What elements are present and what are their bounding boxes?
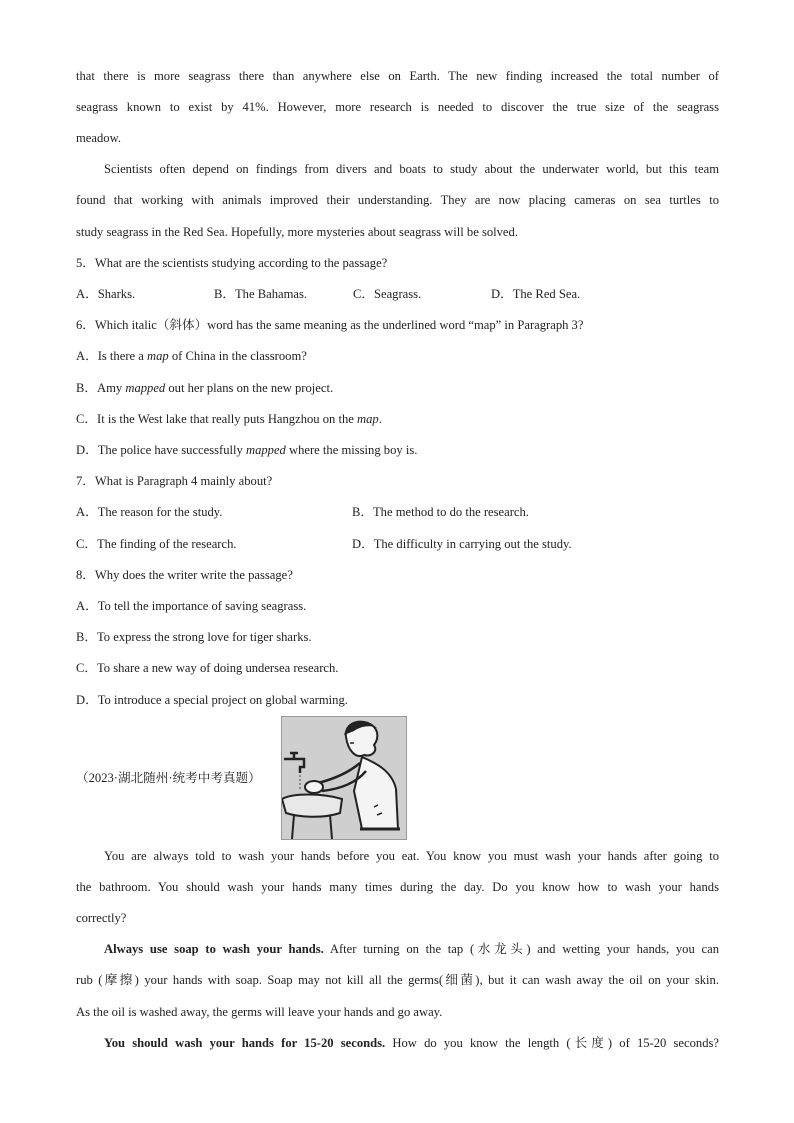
question-6-stem: 6．Which italic（斜体）word has the same meaning as the underlined word “map” in Paragraph 3?	[76, 318, 584, 332]
q6-option-b: B．Amy mapped out her plans on the new project.	[76, 381, 334, 395]
paragraph-line: Scientists often depend on findings from divers and boats to study about the underwater world, but this team	[104, 162, 719, 176]
q8-option-b: B．To express the strong love for tiger sharks.	[76, 630, 312, 644]
paragraph-line: correctly?	[76, 911, 127, 925]
q6-option-d: D．The police have successfully mapped where the missing boy is.	[76, 443, 418, 457]
paragraph-line: seagrass known to exist by 41%. However, more research is needed to discover the true size of the seagrass	[76, 100, 719, 114]
q6-option-a: A．Is there a map of China in the classroom?	[76, 349, 307, 363]
boy-washing-hands-icon	[282, 717, 406, 839]
q5-option-a: A．Sharks.	[76, 287, 136, 301]
paragraph-line: study seagrass in the Red Sea. Hopefully, more mysteries about seagrass will be solved.	[76, 225, 518, 239]
q7-option-d: D．The difficulty in carrying out the study.	[352, 537, 572, 551]
paragraph-line: that there is more seagrass there than anywhere else on Earth. The new finding increased the total number of	[76, 69, 719, 83]
question-7-stem: 7．What is Paragraph 4 mainly about?	[76, 474, 273, 488]
question-5-stem: 5．What are the scientists studying according to the passage?	[76, 256, 388, 270]
q5-option-c: C．Seagrass.	[353, 287, 422, 301]
q7-option-a: A．The reason for the study.	[76, 505, 223, 519]
q8-option-c: C．To share a new way of doing undersea research.	[76, 661, 339, 675]
paragraph-line: As the oil is washed away, the germs will leave your hands and go away.	[76, 1005, 443, 1019]
q5-option-b: B．The Bahamas.	[214, 287, 308, 301]
boy-washing-hands-illustration	[281, 716, 407, 840]
q7-option-c: C．The finding of the research.	[76, 537, 237, 551]
source-label: （2023·湖北随州·统考中考真题）	[76, 771, 261, 785]
q8-option-d: D．To introduce a special project on global warming.	[76, 693, 348, 707]
paragraph-line: Always use soap to wash your hands. After turning on the tap (水龙头) and wetting your hands, you can	[104, 942, 719, 956]
paragraph-line: found that working with animals improved their understanding. They are now placing cameras on sea turtles to	[76, 193, 719, 207]
q7-option-b: B．The method to do the research.	[352, 505, 529, 519]
paragraph-line: You are always told to wash your hands before you eat. You know you must wash your hands after going to	[104, 849, 719, 863]
question-8-stem: 8．Why does the writer write the passage?	[76, 568, 293, 582]
paragraph-line: You should wash your hands for 15-20 seconds. How do you know the length (长度) of 15-20 seconds?	[104, 1036, 719, 1050]
paragraph-line: the bathroom. You should wash your hands many times during the day. Do you know how to wash your hands	[76, 880, 719, 894]
paragraph-line: rub (摩擦) your hands with soap. Soap may not kill all the germs(细菌), but it can wash away the oil on your skin.	[76, 973, 719, 987]
paragraph-line: meadow.	[76, 131, 121, 145]
q5-option-d: D．The Red Sea.	[491, 287, 581, 301]
q6-option-c: C．It is the West lake that really puts Hangzhou on the map.	[76, 412, 382, 426]
q8-option-a: A．To tell the importance of saving seagrass.	[76, 599, 307, 613]
